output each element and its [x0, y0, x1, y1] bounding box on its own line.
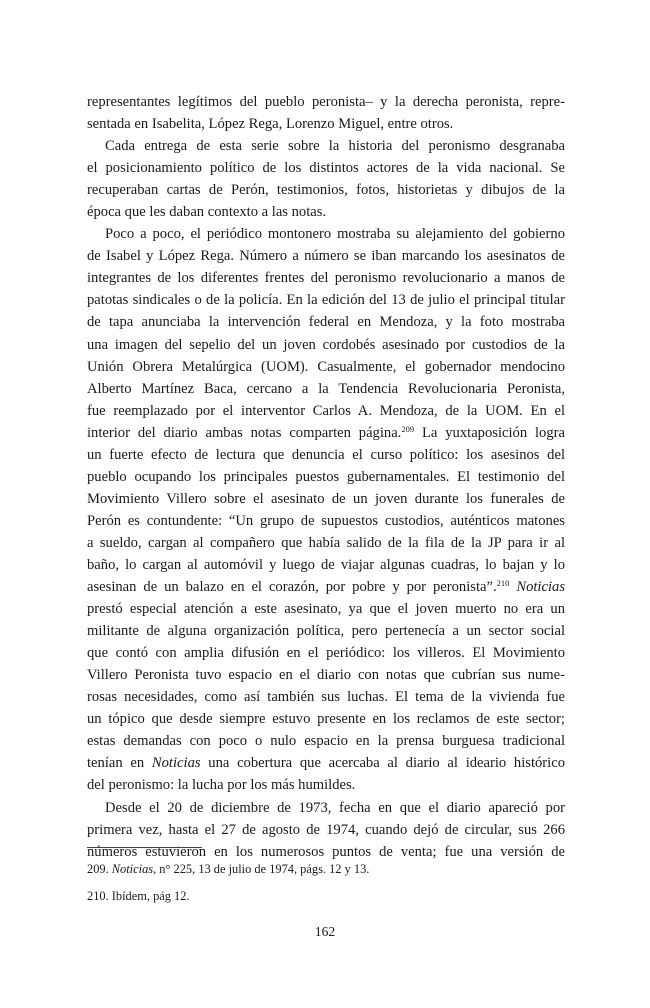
text-line: Alberto Martínez Baca, cercano a la Tendencia Revolucionaria Peronista,: [87, 380, 565, 397]
text-line: sentada en Isabelita, López Rega, Lorenzo Miguel, entre otros.: [87, 116, 454, 133]
text-line: el posicionamiento político de los distintos actores de la vida nacional. Se: [87, 160, 565, 177]
body-text: [87, 91, 565, 863]
text-line: una imagen del sepelio del un joven cordobés asesinado por custodios de la: [87, 336, 565, 353]
text-line: de tapa anunciaba la intervención federal en Mendoza, y la foto mostraba: [87, 314, 565, 331]
text-line: rosas necesidades, como así también sus luchas. El tema de la vivienda fue: [87, 689, 565, 706]
footnotes: [87, 856, 565, 910]
footnote-marker: 210: [496, 578, 510, 589]
text-line: números estuvieron en los numerosos puntos de venta; fue una versión de: [87, 843, 565, 860]
text-line: baño, lo cargan al automóvil y luego de viajar algunas cuadras, lo bajan y lo: [87, 556, 565, 573]
text-line: Unión Obrera Metalúrgica (UOM). Casualmente, el gobernador mendocino: [87, 358, 565, 375]
text-line: fue reemplazado por el interventor Carlos A. Mendoza, de la UOM. En el: [87, 402, 565, 419]
text-line: representantes legítimos del pueblo peronista– y la derecha peronista, repre-: [87, 94, 565, 110]
page-number: 162: [314, 924, 336, 939]
text-line: un tópico que desde siempre estuvo presente en los reclamos de este sector;: [87, 711, 565, 728]
text-line: Desde el 20 de diciembre de 1973, fecha en que el diario apareció por: [105, 799, 565, 816]
text-line: asesinan de un balazo en el corazón, por pobre y por peronista”.$^{210}$ Noticias: [87, 578, 565, 596]
footnote-separator: [87, 847, 202, 848]
text-line: estas demandas con poco o nulo espacio en la prensa burguesa tradicional: [87, 733, 565, 750]
text-line: Cada entrega de esta serie sobre la historia del peronismo desgranaba: [105, 138, 565, 155]
text-line: tenían en Noticias una cobertura que acercaba al diario al ideario histórico: [87, 755, 566, 772]
text-line: del peronismo: la lucha por los más humildes.: [87, 777, 356, 794]
footnote: 210. Ibídem, pág 12.: [87, 889, 190, 903]
text-line: Movimiento Villero sobre el asesinato de un joven durante los funerales de: [87, 490, 565, 507]
footnote: 209. Noticias, n° 225, 13 de julio de 1974, págs. 12 y 13.: [87, 862, 370, 876]
text-line: primera vez, hasta el 27 de agosto de 1974, cuando dejó de circular, sus 266: [87, 821, 565, 838]
text-line: época que les daban contexto a las notas.: [87, 204, 327, 221]
text-line: Poco a poco, el periódico montonero mostraba su alejamiento del gobierno: [105, 226, 565, 243]
text-line: a sueldo, cargan al compañero que había salido de la fila de la JP para ir al: [87, 534, 565, 551]
text-line: Villero Peronista tuvo espacio en el diario con notas que cubrían sus nume-: [87, 667, 565, 684]
text-line: prestó especial atención a este asesinato, ya que el joven muerto no era un: [87, 601, 565, 618]
text-line: interior del diario ambas notas comparten página.$^{209}$ La yuxtaposición logra: [87, 423, 565, 441]
text-line: Perón es contundente: “Un grupo de supuestos custodios, auténticos matones: [87, 512, 565, 529]
footnote-marker: 209: [401, 423, 415, 434]
text-line: pueblo ocupando los principales puestos gubernamentales. El testimonio del: [87, 468, 565, 485]
text-line: de Isabel y López Rega. Número a número se iban marcando los asesinatos de: [87, 248, 565, 265]
text-line: que contó con amplia difusión en el periódico: los villeros. El Movimiento: [87, 645, 565, 662]
text-line: recuperaban cartas de Perón, testimonios, fotos, historietas y dibujos de la: [87, 182, 565, 199]
text-line: integrantes de los diferentes frentes del peronismo revolucionario a manos de: [87, 270, 565, 287]
text-line: patotas sindicales o de la policía. En la edición del 13 de julio el principal titular: [87, 292, 565, 309]
text-line: militante de alguna organización política, pero pertenecía a un sector social: [87, 623, 565, 640]
text-line: un fuerte efecto de lectura que denuncia el curso político: los asesinos del: [87, 446, 565, 463]
